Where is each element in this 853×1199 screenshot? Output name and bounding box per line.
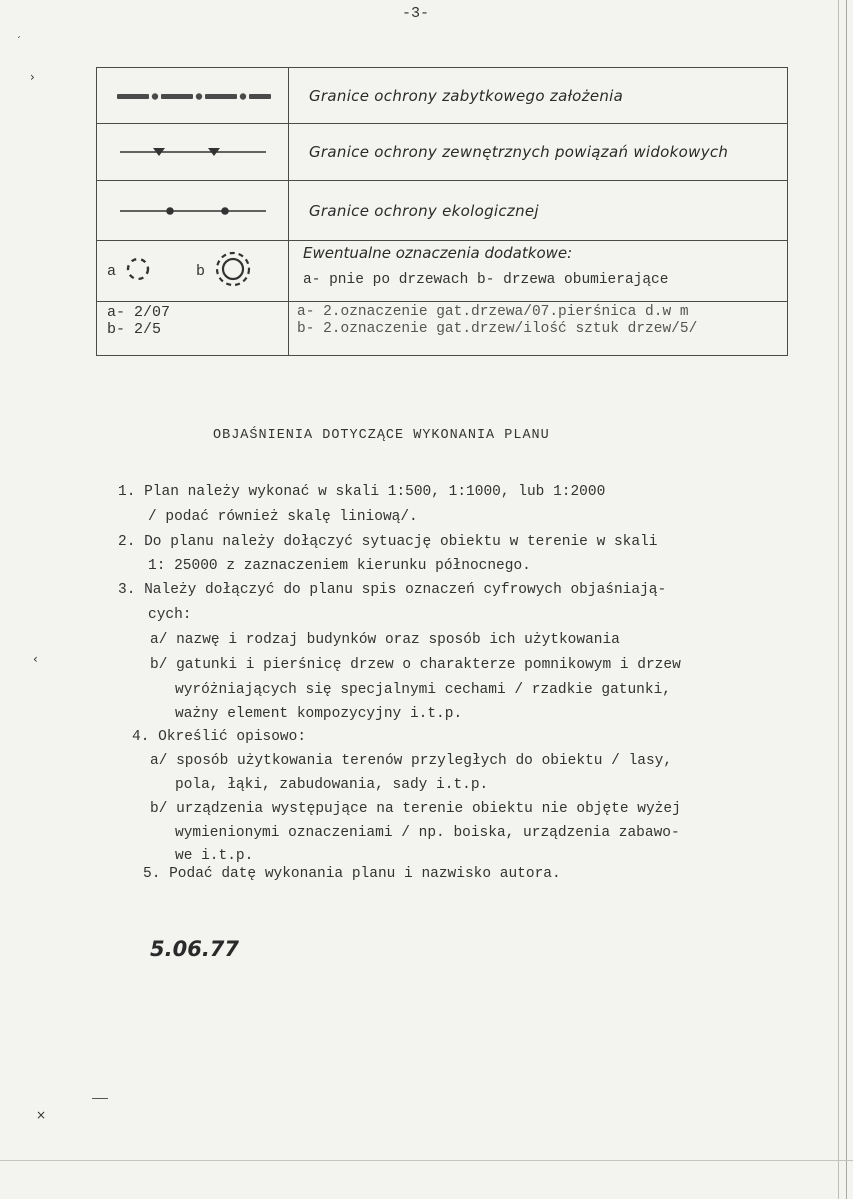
page-number: -3- [402,5,430,22]
list-item: a/ nazwę i rodzaj budynków oraz sposób ich użytkowania [150,632,620,648]
page-edge-bottom [0,1160,853,1161]
small-dashed-circle-icon [124,255,152,288]
legend-symbol-cell [97,181,289,241]
additional-title: Ewentualne oznaczenia dodatkowe: [303,244,573,262]
legend-codes-cell [97,302,289,356]
label-a: a [107,262,117,280]
dot-marked-line-icon [97,181,288,240]
triangle-marked-line-icon [97,124,288,180]
legend-symbol-cell [97,241,289,302]
scan-mark [92,1098,108,1099]
scan-mark: ‹ [33,652,38,666]
legend-row [97,68,788,124]
list-item: pola, łąki, zabudowania, sady i.t.p. [175,777,489,793]
list-item: 2. Do planu należy dołączyć sytuację obiektu w terenie w skali [118,534,658,550]
list-item: cych: [148,607,192,623]
legend-table [96,67,788,356]
list-item: 4. Określić opisowo: [132,729,307,745]
list-item: / podać również skalę liniową/. [148,509,418,525]
scan-mark: ˊ [16,36,21,47]
list-item: we i.t.p. [175,848,254,864]
section-heading: OBJAŚNIENIA DOTYCZĄCE WYKONANIA PLANU [213,428,550,443]
legend-row [97,181,788,241]
additional-description: a- pnie po drzewach b- drzewa obumierające [303,272,669,288]
list-item: a/ sposób użytkowania terenów przyległych do obiektu / lasy, [150,753,673,769]
code-a: a- 2/07 [107,304,171,321]
legend-symbol-cell [97,68,289,124]
list-item: b/ gatunki i pierśnicę drzew o charakterze pomnikowym i drzew [150,657,681,673]
code-desc-b: b- 2.oznaczenie gat.drzew/ilość sztuk drzew/5/ [297,321,698,337]
double-dashed-circle-icon [213,249,253,294]
code-desc-a: a- 2.oznaczenie gat.drzewa/07.pierśnica d.w m [297,304,689,320]
legend-codes-desc-cell [289,302,788,356]
code-b: b- 2/5 [107,321,162,338]
scan-mark: × [36,1108,47,1122]
legend-symbol-cell [97,124,289,181]
legend-row [97,124,788,181]
list-item: 1: 25000 z zaznaczeniem kierunku północnego. [148,558,531,574]
list-item: 5. Podać datę wykonania planu i nazwisko autora. [143,866,561,882]
list-item: 1. Plan należy wykonać w skali 1:500, 1:1000, lub 1:2000 [118,484,606,500]
list-item: wyróżniających się specjalnymi cechami / rzadkie gatunki, [175,682,671,698]
legend-additional-desc-cell [289,241,788,302]
page-edge-right-outer [846,0,847,1199]
legend-desc-1: Granice ochrony zabytkowego założenia [289,68,788,124]
page-edge-right [838,0,839,1199]
dashed-dot-line-thick-icon [97,68,288,123]
legend-row-codes [97,302,788,356]
list-item: 3. Należy dołączyć do planu spis oznaczeń cyfrowych objaśniają- [118,582,667,598]
list-item: wymienionymi oznaczeniami / np. boiska, urządzenia zabawo- [175,825,680,841]
label-b: b [196,262,206,280]
legend-desc-2: Granice ochrony zewnętrznych powiązań widokowych [289,124,788,181]
legend-row-additional [97,241,788,302]
list-item: ważny element kompozycyjny i.t.p. [175,706,463,722]
legend-desc-3: Granice ochrony ekologicznej [289,181,788,241]
list-item: b/ urządzenia występujące na terenie obiektu nie objęte wyżej [150,801,681,817]
handwritten-date: 5.06.77 [150,937,240,961]
scan-mark: › [30,70,35,84]
